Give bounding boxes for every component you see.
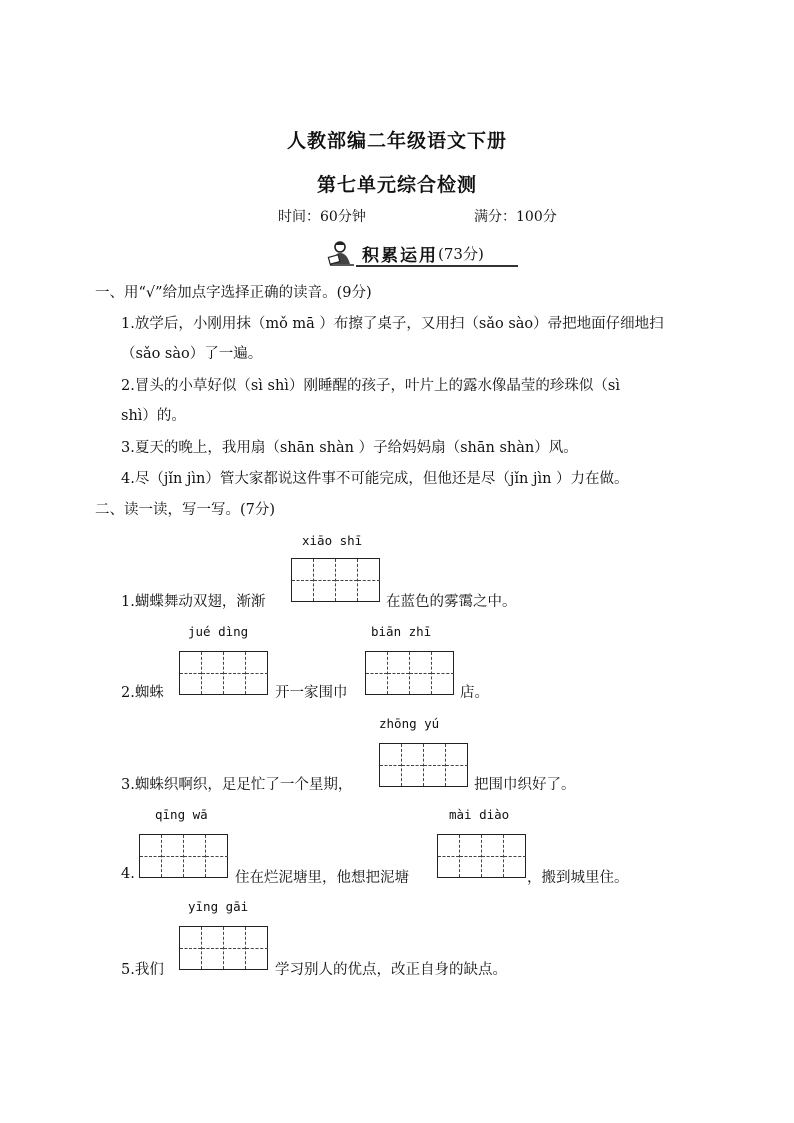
q2-item-2-pinyin-2: biān zhī [371,624,432,639]
q2-item-3-post: 把围巾织好了。 [474,777,576,793]
q1-item-3: 3.夏天的晚上，我用扇（shān shàn ）子给妈妈扇（shān shàn）风。 [121,440,578,456]
q2-item-2-writing-grid-1[interactable] [179,651,268,695]
q2-item-1-writing-grid[interactable] [291,558,380,602]
q2-item-5-post: 学习别人的优点，改正自身的缺点。 [275,962,507,978]
q1-prompt: 一、用“√”给加点字选择正确的读音。(9分) [95,285,372,301]
q1-item-2-line2: shì）的。 [121,408,186,424]
q2-item-3-pinyin: zhōng yú [379,716,440,731]
time-label: 时间：60分钟 [278,209,366,225]
q2-prompt: 二、读一读，写一写。(7分) [95,502,276,518]
q2-item-4-num: 4. [121,866,135,882]
section-title: 积累运用 [362,245,438,266]
page-title: 人教部编二年级语文下册 [286,130,507,152]
banner-underline [356,265,518,267]
q1-item-2-line1: 2.冒头的小草好似（sì shì）刚睡醒的孩子，叶片上的露水像晶莹的珍珠似（sì [121,378,621,394]
q2-item-2-mid: 开一家围巾 [275,685,348,701]
section-banner [326,240,484,266]
section-score: (73分) [438,244,484,263]
q2-item-4-mid: 住在烂泥塘里，他想把泥塘 [235,870,409,886]
q2-item-4-pinyin: qīng wā [155,807,208,822]
q1-item-1-line1: 1.放学后，小刚用抹（mǒ mā ）布擦了桌子，又用扫（sǎo sào）帚把地面仔细地扫 [121,316,664,332]
q2-item-1-num: 1. [121,594,135,610]
q2-item-2-pre: 蜘蛛 [134,685,164,701]
q2-item-5-writing-grid[interactable] [179,926,268,970]
q2-item-2-writing-grid-2[interactable] [365,651,454,695]
q2-item-1-pre: 蝴蝶舞动双翅，渐渐 [134,594,266,610]
page-subtitle: 第七单元综合检测 [316,174,477,196]
q1-item-1-line2: （sǎo sào）了一遍。 [121,346,263,362]
score-label: 满分：100分 [474,209,557,225]
q2-item-5-pre: 我们 [134,962,164,978]
q2-item-3-writing-grid[interactable] [379,743,468,787]
q2-item-5-pinyin: yīng gāi [188,899,249,914]
q2-item-4-writing-grid-1[interactable] [139,834,228,878]
q2-item-2-post: 店。 [460,685,489,701]
q2-item-2-pinyin: jué dìng [188,624,249,639]
q2-item-3-pre: 蜘蛛织啊织，足足忙了一个星期， [134,777,353,793]
student-reading-icon [326,240,356,266]
q2-item-4-post: ，搬到城里住。 [527,870,629,886]
q2-item-3-num: 3. [121,777,135,793]
q1-item-4: 4.尽（jǐn jìn）管大家都说这件事不可能完成，但他还是尽（jǐn jìn ）力在做。 [121,471,629,487]
q2-item-2-num: 2. [121,685,135,701]
q2-item-4-pinyin-2: mài diào [449,807,510,822]
q2-item-5-num: 5. [121,962,135,978]
q2-item-1-post: 在蓝色的雾霭之中。 [386,594,517,610]
q2-item-4-writing-grid-2[interactable] [437,834,526,878]
q2-item-1-pinyin: xiāo shī [302,533,363,548]
